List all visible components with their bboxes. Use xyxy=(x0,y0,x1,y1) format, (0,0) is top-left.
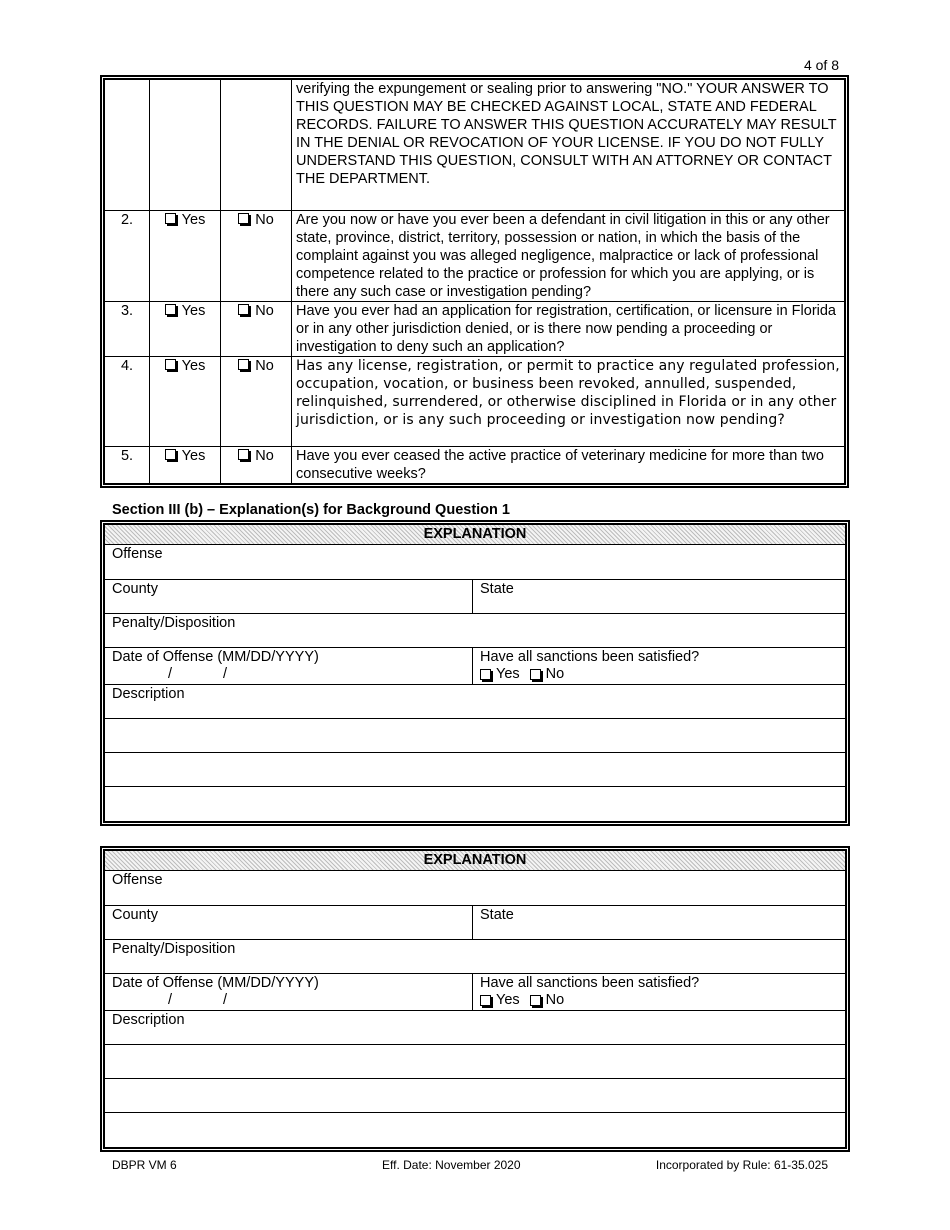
no-option[interactable] xyxy=(221,301,292,356)
background-questions-table xyxy=(100,75,849,488)
question-text: Have you ever had an application for registration, certification, or licensure in Florida or in any other jurisdiction denied, or is there now pending a proceeding or investigation to deny such an application? xyxy=(292,301,845,356)
penalty-label: Penalty/Disposition xyxy=(112,615,236,631)
yes-label: Yes xyxy=(496,666,520,682)
table-row xyxy=(105,301,844,356)
question-number: 2. xyxy=(105,210,150,301)
explanation-header xyxy=(105,851,845,871)
offense-field[interactable] xyxy=(105,871,845,906)
sanctions-label: Have all sanctions been satisfied? xyxy=(480,649,700,665)
checkbox-icon[interactable] xyxy=(238,449,249,460)
yes-label: Yes xyxy=(181,447,206,464)
checkbox-icon[interactable] xyxy=(480,669,491,680)
yes-option[interactable] xyxy=(150,210,221,301)
date-separator: / xyxy=(168,666,173,682)
state-label: State xyxy=(480,581,514,597)
checkbox-icon[interactable] xyxy=(165,359,176,370)
question-number: 4. xyxy=(105,356,150,446)
checkbox-icon[interactable] xyxy=(530,995,541,1006)
state-field[interactable] xyxy=(473,580,845,613)
no-option[interactable] xyxy=(221,210,292,301)
county-field[interactable] xyxy=(105,906,473,939)
offense-field[interactable] xyxy=(105,545,845,580)
question-text: Have you ever ceased the active practice of veterinary medicine for more than two consecutive weeks? xyxy=(292,446,845,483)
description-line[interactable] xyxy=(105,787,845,821)
checkbox-icon[interactable] xyxy=(480,995,491,1006)
no-cell xyxy=(221,80,292,210)
date-of-offense-field[interactable] xyxy=(105,974,473,1010)
penalty-label: Penalty/Disposition xyxy=(112,941,236,957)
yes-option[interactable] xyxy=(150,356,221,446)
checkbox-icon[interactable] xyxy=(238,213,249,224)
question-text: Are you now or have you ever been a defendant in civil litigation in this or any other state, province, district, territory, possession or nation, in which the basis of the complaint against you was alleged negligence, malpractice or lack of professional competence related to the practice or profession for which you are applying, or is there any such case or investigation pending? xyxy=(292,210,845,301)
county-label: County xyxy=(112,907,158,923)
no-label: No xyxy=(255,302,274,319)
description-label: Description xyxy=(112,686,185,702)
explanation-header-label: EXPLANATION xyxy=(423,526,527,542)
description-field[interactable] xyxy=(105,685,845,719)
checkbox-icon[interactable] xyxy=(165,449,176,460)
yes-label: Yes xyxy=(181,357,206,374)
description-line[interactable] xyxy=(105,1045,845,1079)
question-text: Has any license, registration, or permit to practice any regulated profession, occupation, vocation, or business been revoked, annulled, suspended, relinquished, surrendered, or otherwise disciplined in Florida or in any other jurisdiction, or is any such proceeding or investigation now pending? xyxy=(292,356,845,446)
yes-cell xyxy=(150,80,221,210)
yes-label: Yes xyxy=(181,211,206,228)
sanctions-field xyxy=(473,648,845,684)
state-label: State xyxy=(480,907,514,923)
sanctions-label: Have all sanctions been satisfied? xyxy=(480,975,700,991)
description-line[interactable] xyxy=(105,1079,845,1113)
table-row xyxy=(105,356,844,446)
section-title: Section III (b) – Explanation(s) for Background Question 1 xyxy=(112,502,510,518)
no-label: No xyxy=(255,211,274,228)
no-label: No xyxy=(545,666,565,682)
date-separator: / xyxy=(223,666,228,682)
form-id: DBPR VM 6 xyxy=(112,1158,177,1172)
explanation-header xyxy=(105,525,845,545)
no-label: No xyxy=(255,357,274,374)
description-line[interactable] xyxy=(105,753,845,787)
description-field[interactable] xyxy=(105,1011,845,1045)
county-field[interactable] xyxy=(105,580,473,613)
incorporated-rule: Incorporated by Rule: 61-35.025 xyxy=(655,1158,828,1172)
date-of-offense-field[interactable] xyxy=(105,648,473,684)
date-separator: / xyxy=(168,992,173,1008)
penalty-field[interactable] xyxy=(105,614,845,648)
description-label: Description xyxy=(112,1012,185,1028)
question-number xyxy=(105,80,150,210)
state-field[interactable] xyxy=(473,906,845,939)
table-row xyxy=(105,210,844,301)
description-line[interactable] xyxy=(105,1113,845,1147)
no-option[interactable] xyxy=(221,356,292,446)
page-number: 4 of 8 xyxy=(803,57,839,73)
offense-label: Offense xyxy=(112,546,163,562)
no-label: No xyxy=(255,447,274,464)
yes-option[interactable] xyxy=(150,301,221,356)
checkbox-icon[interactable] xyxy=(238,304,249,315)
question-text: verifying the expungement or sealing prior to answering "NO." YOUR ANSWER TO THIS QUESTION MAY BE CHECKED AGAINST LOCAL, STATE AND FEDERAL RECORDS. FAILURE TO ANSWER THIS QUESTION ACCURATELY MAY RESULT IN THE DENIAL OR REVOCATION OF YOUR LICENSE. IF YOU DO NOT FULLY UNDERSTAND THIS QUESTION, CONSULT WITH AN ATTORNEY OR CONTACT THE DEPARTMENT. xyxy=(292,80,845,210)
checkbox-icon[interactable] xyxy=(530,669,541,680)
no-option[interactable] xyxy=(221,446,292,483)
table-row xyxy=(105,446,844,483)
checkbox-icon[interactable] xyxy=(165,304,176,315)
checkbox-icon[interactable] xyxy=(165,213,176,224)
yes-label: Yes xyxy=(496,992,520,1008)
sanctions-field xyxy=(473,974,845,1010)
explanation-block xyxy=(100,520,850,826)
yes-label: Yes xyxy=(181,302,206,319)
penalty-field[interactable] xyxy=(105,940,845,974)
question-number: 5. xyxy=(105,446,150,483)
question-number: 3. xyxy=(105,301,150,356)
effective-date: Eff. Date: November 2020 xyxy=(382,1158,521,1172)
checkbox-icon[interactable] xyxy=(238,359,249,370)
date-of-offense-label: Date of Offense (MM/DD/YYYY) xyxy=(112,975,319,991)
county-label: County xyxy=(112,581,158,597)
date-separator: / xyxy=(223,992,228,1008)
offense-label: Offense xyxy=(112,872,163,888)
description-line[interactable] xyxy=(105,719,845,753)
yes-option[interactable] xyxy=(150,446,221,483)
explanation-block xyxy=(100,846,850,1152)
explanation-header-label: EXPLANATION xyxy=(423,852,527,868)
no-label: No xyxy=(545,992,565,1008)
table-row xyxy=(105,80,844,210)
date-of-offense-label: Date of Offense (MM/DD/YYYY) xyxy=(112,649,319,665)
